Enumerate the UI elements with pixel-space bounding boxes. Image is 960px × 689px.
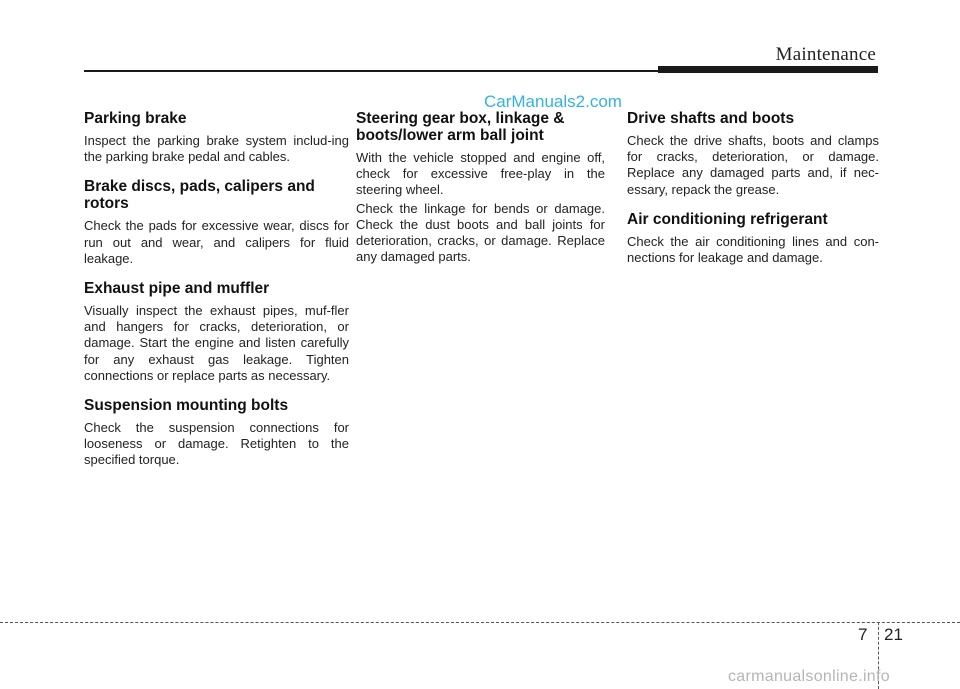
section-body: Inspect the parking brake system includ-ing the parking brake pedal and cables.	[84, 133, 349, 165]
section-body: Visually inspect the exhaust pipes, muf-fler and hangers for cracks, deterioration, or damage. Start the engine and listen carefully for any exhaust gas leakage. Tighten connections or replace parts as necessary.	[84, 303, 349, 383]
column-right	[627, 110, 879, 266]
column-middle	[356, 110, 605, 265]
section-body: With the vehicle stopped and engine off, check for excessive free-play in the steering wheel.	[356, 150, 605, 198]
column-left	[84, 110, 349, 469]
header-rule	[84, 70, 660, 72]
section-body: Check the drive shafts, boots and clamps for cracks, deterioration, or damage. Replace any damaged parts and, if nec-essary, repack the grease.	[627, 133, 879, 197]
footer-divider	[0, 622, 960, 623]
section-heading: Parking brake	[84, 110, 187, 127]
page-header-title: Maintenance	[775, 44, 876, 65]
footer-site-watermark[interactable]: carmanualsonline.info	[728, 668, 890, 685]
section-heading: Steering gear box, linkage & boots/lower arm ball joint	[356, 110, 565, 144]
section-body: Check the pads for excessive wear, discs for run out and wear, and calipers for fluid leakage.	[84, 218, 349, 266]
section-heading: Brake discs, pads, calipers and rotors	[84, 178, 315, 213]
header-rule-accent	[658, 66, 878, 73]
section-heading: Drive shafts and boots	[627, 110, 795, 127]
section-body: Check the air conditioning lines and con-nections for leakage and damage.	[627, 233, 879, 266]
section-body: Check the suspension connections for looseness or damage. Retighten to the specified torque.	[84, 420, 349, 468]
chapter-number: 7	[858, 625, 868, 644]
watermark-link[interactable]: CarManuals2.com	[484, 92, 622, 111]
section-heading: Exhaust pipe and muffler	[84, 280, 270, 298]
page-number: 21	[884, 625, 903, 644]
section-heading: Suspension mounting bolts	[84, 397, 289, 415]
section-heading: Air conditioning refrigerant	[627, 210, 828, 228]
section-body-continued: Check the linkage for bends or damage. Check the dust boots and ball joints for deterioration, cracks, or damage. Replace any damaged parts.	[356, 200, 605, 265]
